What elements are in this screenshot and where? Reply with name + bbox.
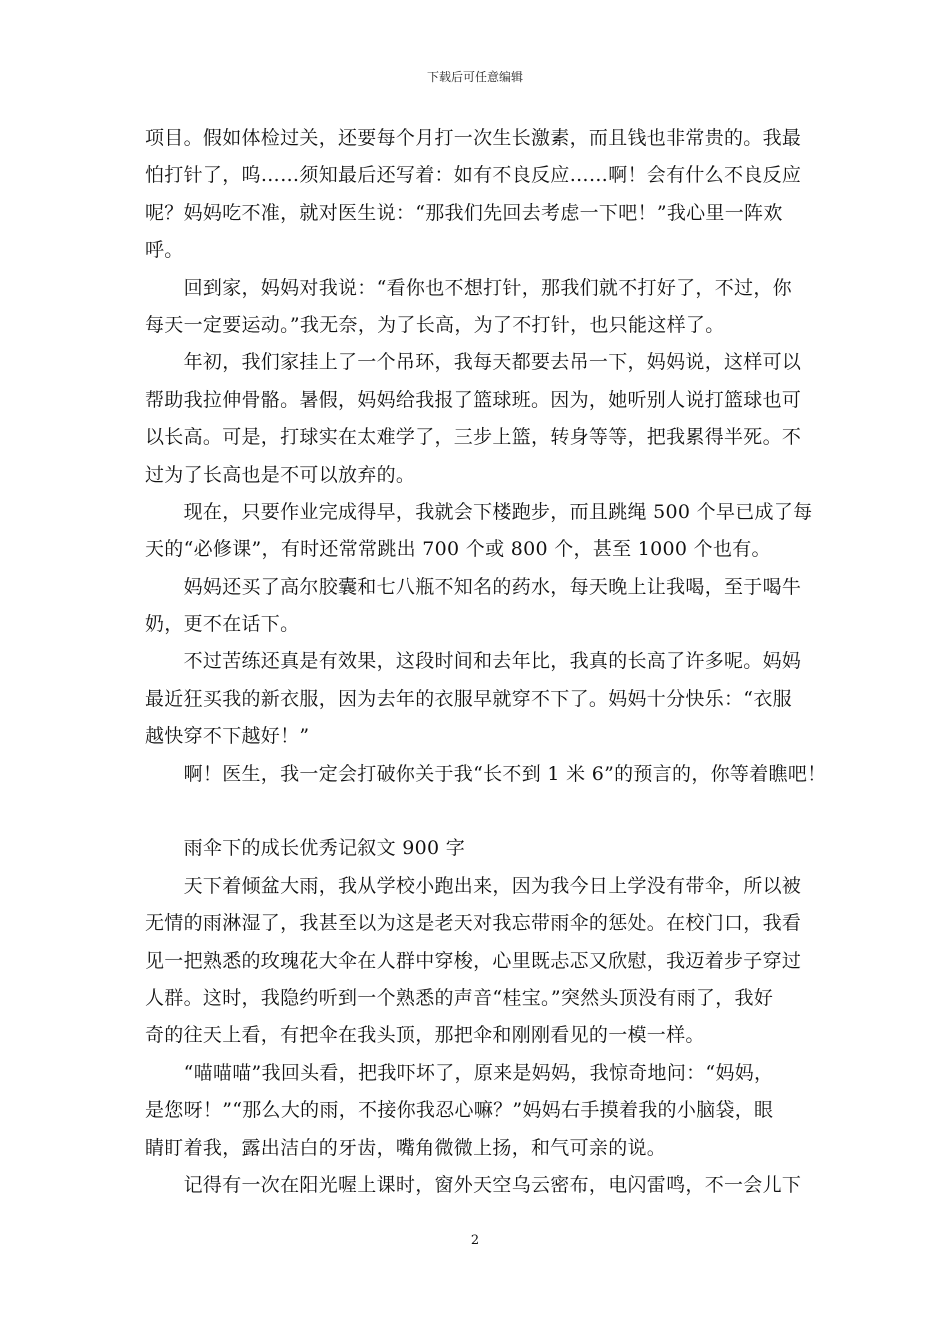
text-line: 无情的雨淋湿了，我甚至以为这是老天对我忘带雨伞的惩处。在校门口，我看: [145, 912, 802, 935]
text-line: 啊！医生，我一定会打破你关于我“长不到 1 米 6”的预言的，你等着瞧吧！: [145, 762, 827, 785]
blank-line: [145, 799, 811, 836]
text-line: 是您呀！”“那么大的雨，不接你我忍心嘛？”妈妈右手摸着我的小脑袋，眼: [145, 1099, 774, 1122]
text-line: 呢？妈妈吃不准，就对医生说：“那我们先回去考虑一下吧！”我心里一阵欢: [145, 201, 783, 224]
text-line: 不过苦练还真是有效果，这段时间和去年比，我真的长高了许多呢。妈妈: [145, 650, 802, 673]
text-line: 奶，更不在话下。: [145, 613, 300, 636]
text-line: 越快穿不下越好！”: [145, 725, 310, 748]
text-line: 以长高。可是，打球实在太难学了，三步上篮，转身等等，把我累得半死。不: [145, 426, 802, 449]
text-line: 帮助我拉伸骨骼。暑假，妈妈给我报了篮球班。因为，她听别人说打篮球也可: [145, 388, 802, 411]
text-line: 见一把熟悉的玫瑰花大伞在人群中穿梭，心里既忐忑又欣慰，我迈着步子穿过: [145, 949, 802, 972]
text-line: 怕打针了，呜……须知最后还写着：如有不良反应……啊！会有什么不良反应: [145, 164, 802, 187]
text-line: 睛盯着我，露出洁白的牙齿，嘴角微微上扬，和气可亲的说。: [145, 1136, 667, 1159]
text-line: 人群。这时，我隐约听到一个熟悉的声音“桂宝。”突然头顶没有雨了，我好: [145, 986, 774, 1009]
text-line: 过为了长高也是不可以放弃的。: [145, 463, 416, 486]
page-number: 2: [470, 1233, 480, 1248]
document-body: [145, 126, 827, 1210]
text-line: 项目。假如体检过关，还要每个月打一次生长激素，而且钱也非常贵的。我最: [145, 127, 802, 149]
text-line: 最近狂买我的新衣服，因为去年的衣服早就穿不下了。妈妈十分快乐：“衣服: [145, 687, 792, 710]
page-header: 下载后可任意编辑: [426, 70, 523, 84]
text-line: 妈妈还买了高尔胶囊和七八瓶不知名的药水，每天晚上让我喝，至于喝牛: [145, 575, 802, 598]
text-line: 年初，我们家挂上了一个吊环，我每天都要去吊一下，妈妈说，这样可以: [145, 351, 802, 374]
essay-title: 雨伞下的成长优秀记叙文 900 字: [145, 837, 466, 860]
text-line: “喵喵喵”我回头看，把我吓坏了，原来是妈妈，我惊奇地问：“妈妈，: [145, 1061, 774, 1084]
text-line: 回到家，妈妈对我说：“看你也不想打针，那我们就不打好了，不过，你: [145, 276, 792, 299]
text-line: 奇的往天上看，有把伞在我头顶，那把伞和刚刚看见的一模一样。: [145, 1024, 705, 1047]
text-line: 呼。: [145, 239, 184, 262]
text-line: 现在，只要作业完成得早，我就会下楼跑步，而且跳绳 500 个早已成了每: [145, 500, 813, 523]
text-line: 每天一定要运动。”我无奈，为了长高，为了不打针，也只能这样了。: [145, 313, 725, 336]
text-line: 天的“必修课”，有时还常常跳出 700 个或 800 个，甚至 1000 个也有。: [145, 538, 771, 561]
text-line: 天下着倾盆大雨，我从学校小跑出来，因为我今日上学没有带伞，所以被: [145, 874, 802, 897]
text-line: 记得有一次在阳光喔上课时，窗外天空乌云密布，电闪雷鸣，不一会儿下: [145, 1173, 802, 1196]
